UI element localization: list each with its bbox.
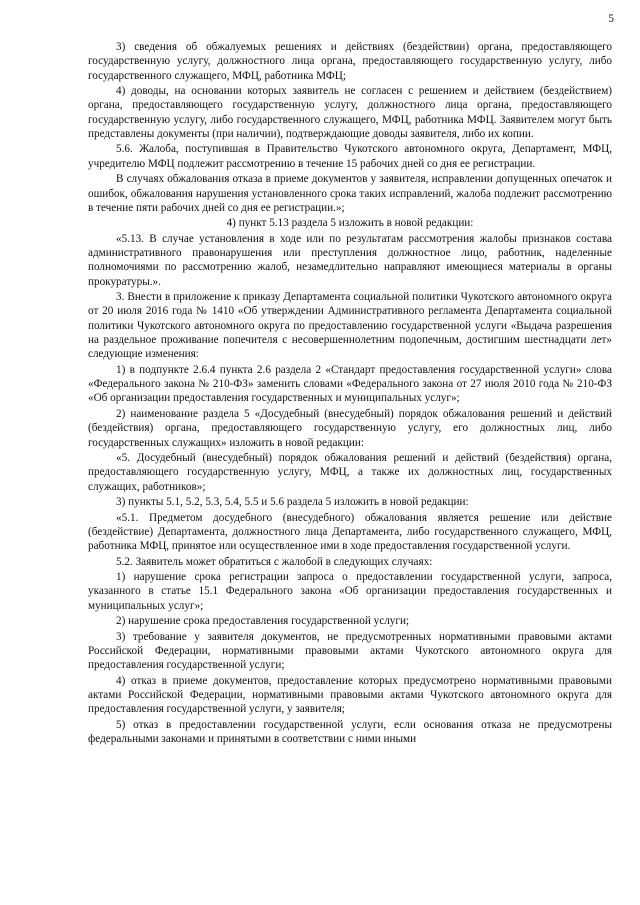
paragraph: 1) в подпункте 2.6.4 пункта 2.6 раздела 2 «Стандарт предоставления государственной услуги» слова «Федерального закона № 210-ФЗ» заменить словами «Федерального закона от 27 июля 2010 года № 210-ФЗ «Об организации предоставления государственных и муниципальных услуг»; <box>88 363 612 405</box>
paragraph: 4) отказ в приеме документов, предоставление которых предусмотрено нормативными правовыми актами Российской Федерации, нормативными правовыми актами Чукотского автономного округа для предоставления государственной услуги, у заявителя; <box>88 674 612 716</box>
paragraph: 3. Внести в приложение к приказу Департамента социальной политики Чукотского автономного округа от 20 июля 2016 года № 1410 «Об утверждении Административного регламента Департамента социальной политики Чукотского автономного округа по предоставлению государственной услуги «Выдача разрешения на раздельное проживание попечителя с несовершеннолетним подопечным, достигшим шестнадцати лет» следующие изменения: <box>88 291 612 361</box>
paragraph: 3) пункты 5.1, 5.2, 5.3, 5.4, 5.5 и 5.6 раздела 5 изложить в новой редакции: <box>116 496 469 509</box>
paragraph: «5.13. В случае установления в ходе или по результатам рассмотрения жалобы признаков состава административного правонарушения или преступления должностное лицо, работник, наделенные полномочиями по рассмотрению жалоб, незамедлительно направляют имеющиеся материалы в органы прокуратуры.». <box>88 232 612 288</box>
paragraph: 4) пункт 5.13 раздела 5 изложить в новой редакции: <box>226 217 474 230</box>
paragraph: 3) требование у заявителя документов, не предусмотренных нормативными правовыми актами Российской Федерации, нормативными правовыми актами Чукотского автономного округа для предоставления государственной услуги; <box>88 630 612 672</box>
page-number: 5 <box>608 13 614 25</box>
paragraph: «5.1. Предметом досудебного (внесудебного) обжалования является решение или действие (бездействие) Департамента, должностного лица Департамента, либо государственного служащего, МФЦ, работника МФЦ, принятое или осуществленное ими в ходе предоставления государственной услуги. <box>88 511 612 553</box>
paragraph: 1) нарушение срока регистрации запроса о предоставлении государственной услуги, запроса, указанного в статье 15.1 Федерального закона «Об организации предоставления государственных и муниципальных услуг»; <box>88 571 612 612</box>
paragraph: 2) наименование раздела 5 «Досудебный (внесудебный) порядок обжалования решений и действий (бездействия) органа, предоставляющего государственную услугу, его должностных лиц, либо государственных служащих» изложить в новой редакции: <box>88 407 612 449</box>
paragraph: 2) нарушение срока предоставления государственной услуги; <box>116 615 410 628</box>
paragraph: 5.2. Заявитель может обратиться с жалобой в следующих случаях: <box>116 555 433 568</box>
paragraph: 5) отказ в предоставлении государственной услуги, если основания отказа не предусмотрены федеральными законами и принятыми в соответствии с ними иными <box>88 718 612 746</box>
paragraph: «5. Досудебный (внесудебный) порядок обжалования решений и действий (бездействия) органа, предоставляющего государственную услугу, МФЦ, а также их должностных лиц, государственных служащих, работников»; <box>88 452 612 493</box>
paragraph: 3) сведения об обжалуемых решениях и действиях (бездействии) органа, предоставляющего государственную услугу, должностного лица органа, предоставляющего государственную услугу, либо государственного служащего, МФЦ, работника МФЦ; <box>88 41 612 82</box>
document-body <box>88 40 612 746</box>
paragraph: В случаях обжалования отказа в приеме документов у заявителя, исправлении допущенных опечаток и ошибок, обжалования нарушения установленного срока таких исправлений, жалоба подлежит рассмотрению в течение пяти рабочих дней со дня ее регистрации.»; <box>88 173 612 214</box>
paragraph: 4) доводы, на основании которых заявитель не согласен с решением и действием (бездействием) органа, предоставляющего государственную услугу, должностного лица органа, предоставляющего государственную услугу, либо государственного служащего, МФЦ, работника МФЦ. Заявителем могут быть представлены документы (при наличии), подтверждающие доводы заявителя, либо их копии. <box>88 85 612 140</box>
paragraph: 5.6. Жалоба, поступившая в Правительство Чукотского автономного округа, Департамент, МФЦ, учредителю МФЦ подлежит рассмотрению в течение 15 рабочих дней со дня ее регистрации. <box>88 143 612 170</box>
